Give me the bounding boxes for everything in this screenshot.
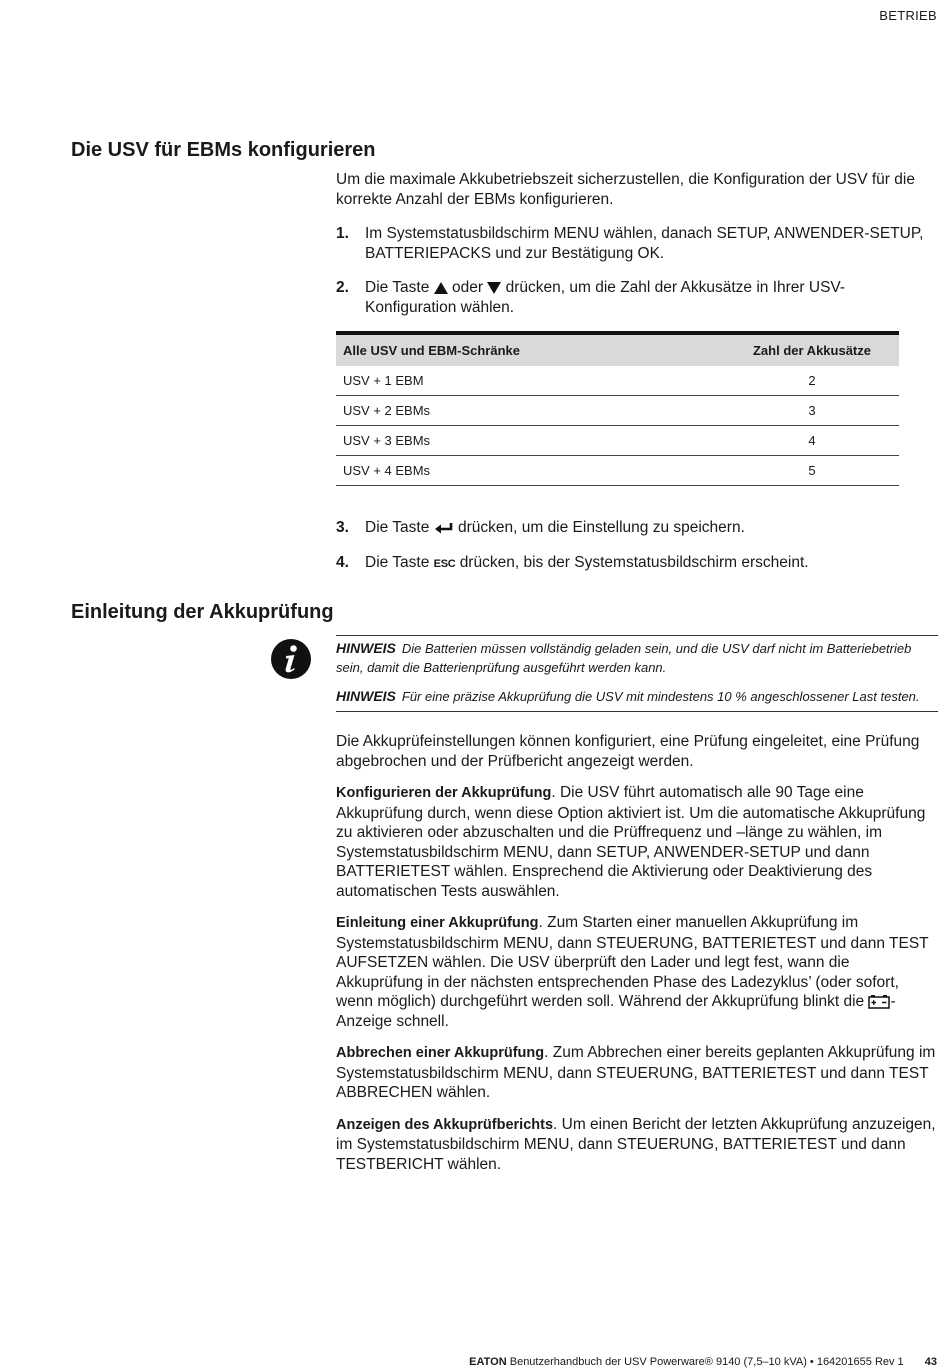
table-cell-config: USV + 3 EBMs [336, 426, 725, 456]
table-row [336, 426, 899, 456]
step-text-pre: Die Taste [365, 519, 430, 536]
step-text: Im Systemstatusbildschirm MENU wählen, danach SETUP, ANWENDER-SETUP, BATTERIEPACKS und zur Bestätigung OK. [365, 225, 924, 262]
note-label: HINWEIS [336, 688, 396, 704]
step-text-mid: oder [451, 279, 483, 296]
note-text: Für eine präzise Akkuprüfung die USV mit mindestens 10 % angeschlossener Last testen. [401, 689, 920, 704]
table-cell-count: 3 [725, 396, 899, 426]
para-tail: -Anzeige schnell. [336, 993, 896, 1030]
step-text-pre: Die Taste [365, 553, 430, 571]
step-text-post: drücken, um die Einstellung zu speichern. [457, 519, 745, 536]
para-text: . Die USV führt automatisch alle 90 Tage eine Akkuprüfung durch, wenn diese Option aktiviert ist. Um die automatische Akkuprüfung zu aktivieren oder abzuschalten und die Prüffrequenz und –länge zu wählen, im Systemstatusbildschirm MENU, dann SETUP, ANWENDER-SETUP und dann BATTERIETEST wählen. Ensprechend die Aktivierung oder Deaktivierung des automatischen Tests auswählen. [336, 784, 926, 900]
note-label: HINWEIS [336, 640, 396, 656]
footer-brand: EATON [469, 1356, 507, 1368]
para-text: . Zum Abbrechen einer bereits geplanten Akkuprüfung im Systemstatusbildschirm MENU, dann STEUERUNG, BATTERIETEST und dann TEST ABBRECHEN wählen. [336, 1044, 936, 1101]
table-row [336, 366, 899, 396]
para-lead: Anzeigen des Akkuprüfberichts [336, 1116, 554, 1133]
step-3 [336, 518, 936, 538]
note-text: Die Batterien müssen vollständig geladen sein, und die USV darf nicht im Batteriebetrieb sein, damit die Batterienprüfung ausgeführt werden kann. [336, 641, 912, 675]
page-footer [469, 1356, 937, 1368]
esc-key-icon: ESC [433, 557, 456, 570]
battery-icon [868, 994, 890, 1009]
enter-key-icon [434, 522, 454, 534]
step-number: 3. [336, 519, 349, 536]
battery-test-intro: Die Akkuprüfeinstellungen können konfiguriert, eine Prüfung eingeleitet, eine Prüfung abgebrochen und der Prüfbericht angezeigt werden. [336, 733, 920, 770]
para-configure-test [336, 783, 936, 901]
table-cell-config: USV + 2 EBMs [336, 396, 725, 426]
ebm-intro: Um die maximale Akkubetriebszeit sicherzustellen, die Konfiguration der USV für die korrekte Anzahl der EBMs konfigurieren. [336, 171, 915, 208]
page-number: 43 [924, 1356, 937, 1368]
section-battery-test-body [336, 732, 936, 1186]
notes-box [336, 635, 938, 712]
running-header: BETRIEB [879, 8, 937, 23]
step-number: 1. [336, 225, 349, 242]
section-title-ebm: Die USV für EBMs konfigurieren [71, 139, 376, 161]
table-cell-count: 5 [725, 456, 899, 486]
step-text-post: drücken, um die Zahl der Akkusätze in Ihrer USV-Konfiguration wählen. [365, 279, 846, 316]
table-header-row [336, 333, 899, 366]
section-ebm-body [336, 170, 936, 574]
step-text-post: drücken, bis der Systemstatusbildschirm erscheint. [459, 553, 809, 571]
step-2 [336, 278, 936, 317]
battery-table [336, 331, 899, 486]
step-text-pre: Die Taste [365, 279, 430, 296]
para-text: . Um einen Bericht der letzten Akkuprüfung anzuzeigen, im Systemstatusbildschirm MENU, dann STEUERUNG, BATTERIETEST und dann TESTBERICHT wählen. [336, 1115, 936, 1173]
step-number: 4. [336, 553, 349, 571]
info-icon [271, 639, 311, 679]
table-header-cabinets: Alle USV und EBM-Schränke [336, 333, 725, 366]
table-cell-config: USV + 1 EBM [336, 366, 725, 396]
note-1 [336, 639, 938, 677]
step-number: 2. [336, 279, 349, 296]
note-2 [336, 687, 938, 706]
para-test-report [336, 1115, 936, 1175]
para-cancel-test [336, 1043, 936, 1103]
section-title-battery-test: Einleitung der Akkuprüfung [71, 601, 334, 623]
step-1 [336, 224, 936, 263]
down-arrow-icon [487, 282, 501, 294]
para-start-test [336, 913, 936, 1031]
table-row [336, 396, 899, 426]
table-cell-count: 2 [725, 366, 899, 396]
footer-text: Benutzerhandbuch der USV Powerware® 9140 (7,5–10 kVA) • 164201655 Rev 1 [509, 1356, 904, 1368]
up-arrow-icon [434, 282, 448, 294]
para-text: . Zum Starten einer manuellen Akkuprüfung im Systemstatusbildschirm MENU, dann STEUERUNG, BATTERIETEST und dann TEST AUFSETZEN wählen. Die USV überprüft den Lader und legt fest, wann die Akkuprüfung in der nächsten entsprechenden Phase des Ladezyklus’ (oder sofort, wenn möglich) durchgeführt werden soll. Während der Akkuprüfung blinkt die [336, 914, 929, 1010]
table-header-strings: Zahl der Akkusätze [725, 333, 899, 366]
step-4 [336, 553, 936, 575]
para-lead: Abbrechen einer Akkuprüfung [336, 1045, 545, 1061]
para-lead: Einleitung einer Akkuprüfung [336, 915, 539, 931]
table-cell-config: USV + 4 EBMs [336, 456, 725, 486]
para-lead: Konfigurieren der Akkuprüfung [336, 785, 552, 801]
table-cell-count: 4 [725, 426, 899, 456]
table-row [336, 456, 899, 486]
